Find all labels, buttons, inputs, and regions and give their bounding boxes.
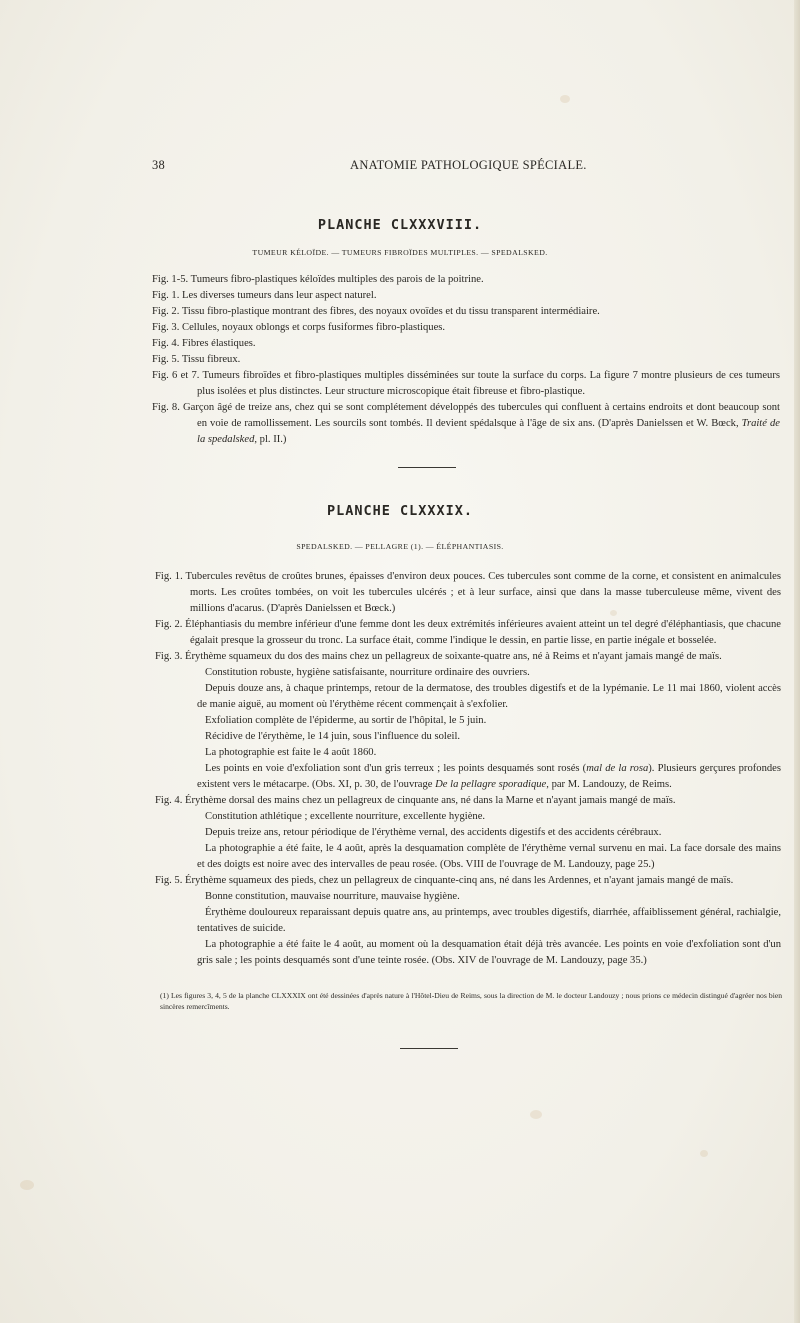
plate-189-title: PLANCHE CLXXXIX. [326, 503, 474, 519]
fig-entry: Fig. 4. Fibres élastiques. [152, 338, 256, 349]
fig-entry: Fig. 5. Tissu fibreux. [152, 354, 241, 365]
fig-entry: Fig. 6 et 7. Tumeurs fibroïdes et fibro-plastiques multiples disséminées sur toute la surface du corps. La figure 7 montre plusieurs de ces tumeurs plus isolées et plus distinctes. Leur structure microscopique était fibreuse et fibro-plastique. [152, 370, 780, 397]
fig-note: Récidive de l'érythème, le 14 juin, sous l'influence du soleil. [205, 731, 461, 742]
fig-entry: Fig. 2. Éléphantiasis du membre inférieur d'une femme dont les deux extrémités inférieures avaient atteint un tel degré d'éléphantiasis, que chacune égalait presque la grosseur du tronc. La surface était, comme l'indique le dessin, en partie lisse, en partie inégale et bosselée. [155, 619, 781, 646]
fig-entry: Fig. 1. Tubercules revêtus de croûtes brunes, épaisses d'environ deux pouces. Ces tubercules sont comme de la corne, et consistent en animalcules morts. Les croûtes tombées, on voit les tubercules ulcérés ; et à leur surface, ainsi que dans la masse tuberculeuse même, vivent des millions d'acarus. (D'après Danielssen et Bœck.) [155, 571, 781, 614]
fig-entry: Fig. 1. Les diverses tumeurs dans leur aspect naturel. [152, 290, 377, 301]
fig-entry: Fig. 5. Érythème squameux des pieds, chez un pellagreux de cinquante-cinq ans, né dans les Ardennes, et n'ayant jamais mangé de maïs. [155, 875, 734, 886]
fig-note: La photographie a été faite, le 4 août, après la desquamation complète de l'érythème vernal survenu en mai. La face dorsale des mains et des doigts est noire avec des intervalles de peau rosée. (Obs. VIII de l'ouvrage de M. Landouzy, page 25.) [197, 843, 781, 870]
fig-note: Constitution athlétique ; excellente nourriture, excellente hygiène. [205, 811, 486, 822]
fig-note: Constitution robuste, hygiène satisfaisante, nourriture ordinaire des ouvriers. [205, 667, 530, 678]
fig-note-part: , par M. Landouzy, de Reims. [546, 779, 672, 790]
section-divider [398, 467, 456, 468]
foxing-spot [20, 1180, 34, 1190]
foxing-spot [560, 95, 570, 103]
foxing-spot [700, 1150, 708, 1157]
foxing-spot [530, 1110, 542, 1119]
fig-entry: Fig. 2. Tissu fibro-plastique montrant des fibres, des noyaux ovoïdes et du tissu transparent intermédiaire. [152, 306, 600, 317]
fig-note-part: Les points en voie d'exfoliation sont d'un gris terreux ; les points desquamés sont rosés ( [205, 763, 587, 774]
fig-note: La photographie a été faite le 4 août, au moment où la desquamation était déjà très avancée. Les points en voie d'exfoliation sont d'un gris sale ; les points desquamés sont d'une teinte rosée. (Obs. XIV de l'ouvrage de M. Landouzy, page 35.) [197, 939, 781, 966]
running-title: ANATOMIE PATHOLOGIQUE SPÉCIALE. [350, 158, 587, 172]
fig-8-end: , pl. II.) [254, 434, 287, 445]
fig-entry: Fig. 4. Érythème dorsal des mains chez un pellagreux de cinquante ans, né dans la Marne et n'ayant jamais mangé de maïs. [155, 795, 676, 806]
fig-entry: Fig. 3. Érythème squameux du dos des mains chez un pellagreux de soixante-quatre ans, né à Reims et n'ayant jamais mangé de maïs. [155, 651, 722, 662]
section-divider [400, 1048, 458, 1049]
fig-8-text: Fig. 8. Garçon âgé de treize ans, chez qui se sont complétement développés des tubercules qui confluent à certains endroits et dont beaucoup sont en voie de ramollissement. Les sourcils sont tombés. Il devient spédalsque à l'âge de six ans. (D'après Danielssen et W. Bœck, [152, 402, 780, 429]
fig-entry [152, 400, 780, 448]
plate-188-subtitle: TUMEUR KÉLOÏDE. — TUMEURS FIBROÏDES MULTIPLES. — SPEDALSKED. [252, 248, 548, 257]
fig-note: Érythème douloureux reparaissant depuis quatre ans, au printemps, avec troubles digestifs, diarrhée, affaiblissement général, rachialgie, tentatives de suicide. [197, 907, 781, 934]
book-title: De la pellagre sporadique [435, 779, 547, 790]
fig-note: Depuis douze ans, à chaque printemps, retour de la dermatose, des troubles digestifs et de la lypémanie. Le 11 mai 1860, violent accès de manie aiguë, au moment où l'érythème récent commençait à s'exfolier. [197, 683, 781, 710]
plate-188-title: PLANCHE CLXXXVIII. [317, 217, 483, 233]
plate-189-subtitle: SPEDALSKED. — PELLAGRE (1). — ÉLÉPHANTIASIS. [296, 542, 504, 551]
plate-188-legend [152, 272, 780, 448]
fig-note: Exfoliation complète de l'épiderme, au sortir de l'hôpital, le 5 juin. [205, 715, 487, 726]
fig-note [155, 761, 781, 793]
page-edge [794, 0, 800, 1323]
plate-189-legend [155, 569, 781, 969]
book-title: Traité de la spedalsked [197, 418, 780, 445]
fig-entry: Fig. 1-5. Tumeurs fibro-plastiques kéloïdes multiples des parois de la poitrine. [152, 274, 484, 285]
footnote: (1) Les figures 3, 4, 5 de la planche CLXXXIX ont été dessinées d'après nature à l'Hôtel-Dieu de Reims, sous la direction de M. le docteur Landouzy ; nous prions ce médecin distingué d'agréer nos bien sincères remercîments. [160, 991, 782, 1011]
page-number: 38 [152, 158, 166, 172]
page-header [152, 158, 792, 174]
fig-note: La photographie est faite le 4 août 1860. [205, 747, 377, 758]
fig-entry: Fig. 3. Cellules, noyaux oblongs et corps fusiformes fibro-plastiques. [152, 322, 446, 333]
fig-note: Depuis treize ans, retour périodique de l'érythème vernal, des accidents digestifs et des accidents cérébraux. [205, 827, 662, 838]
italic-term: mal de la rosa [586, 763, 649, 774]
fig-note: Bonne constitution, mauvaise nourriture, mauvaise hygiène. [205, 891, 460, 902]
fig-note-part: ). Plusieurs gerçures profondes existent vers le métacarpe. (Obs. XI, p. 30, de l'ouvrage [197, 763, 781, 790]
